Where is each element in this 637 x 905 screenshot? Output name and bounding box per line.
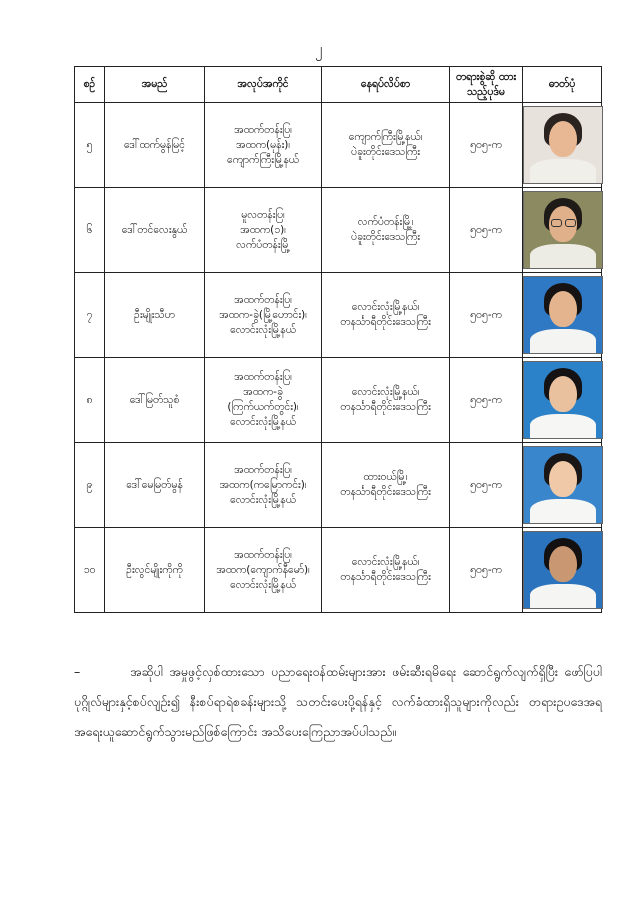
address-cell: [322, 443, 450, 528]
portrait-photo-icon: [523, 531, 603, 609]
occupation-cell: [205, 188, 322, 273]
address-cell: [322, 528, 450, 613]
photo-shirt: [530, 159, 596, 184]
occupation-line: လောင်းလုံးမြို့နယ်: [230, 416, 296, 428]
occupation-cell: [205, 528, 322, 613]
person-name: ဒေါ်မြတ်သူစံ: [105, 358, 205, 443]
occupation-line: ကျောက်ကြီးမြို့နယ်: [227, 153, 299, 166]
occupation-line: (ကြက်ယက်တွင်း)၊: [227, 401, 299, 413]
address-line: ကျောက်ကြီးမြို့နယ်၊: [348, 131, 423, 143]
photo-cell: [523, 188, 602, 273]
photo-shirt: [530, 414, 596, 439]
photo-face: [549, 461, 577, 497]
address-line: ပဲခူးတိုင်းဒေသကြီး: [351, 231, 420, 243]
occupation-cell: [205, 273, 322, 358]
table-row: [75, 528, 602, 613]
occupation-line: လောင်းလုံးမြို့နယ်: [230, 323, 296, 336]
occupation-line: အထက်တန်းပြ၊: [234, 371, 292, 383]
table-row: [75, 358, 602, 443]
occupation-line: လက်ပံတန်းမြို့: [236, 238, 290, 251]
occupation-line: အထက်တန်းပြ၊: [234, 123, 292, 136]
person-name: ဒေါ်မေမြတ်မွန်: [105, 443, 205, 528]
row-number: ၆: [75, 188, 105, 273]
occupation-line: အထက်တန်းပြ၊: [234, 463, 292, 476]
table-body: [75, 103, 602, 613]
address-line: ပဲခူးတိုင်းဒေသကြီး: [351, 146, 420, 158]
address-cell: [322, 358, 450, 443]
header-address: နေရပ်လိပ်စာ: [322, 67, 450, 103]
table-row: [75, 443, 602, 528]
photo-shirt: [530, 329, 596, 354]
person-name: ဒေါ်တင်လေးနွယ်: [105, 188, 205, 273]
address-line: လောင်းလုံးမြို့နယ်၊: [351, 386, 420, 398]
penal-section: ၅၀၅-က: [450, 358, 523, 443]
address-line: တနင်္သာရီတိုင်းဒေသကြီး: [340, 316, 431, 328]
glasses-icon: [551, 219, 562, 227]
occupation-line: အထက(၁)၊: [240, 223, 286, 236]
glasses-icon: [565, 219, 576, 227]
photo-face: [549, 291, 577, 327]
page-number: ၂: [314, 40, 323, 58]
address-cell: [322, 273, 450, 358]
address-cell: [322, 103, 450, 188]
photo-shirt: [530, 244, 596, 269]
occupation-line: အထက(မုန်း)၊: [235, 138, 291, 151]
occupation-line: အထက်တန်းပြ၊: [234, 293, 292, 306]
table-row: [75, 103, 602, 188]
wanted-teachers-table: [74, 66, 602, 613]
occupation-line: လောင်းလုံးမြို့နယ်: [230, 578, 296, 591]
address-line: တနင်္သာရီတိုင်းဒေသကြီး: [340, 401, 431, 413]
occupation-cell: [205, 443, 322, 528]
photo-shirt: [530, 499, 596, 524]
address-line: လောင်းလုံးမြို့နယ်၊: [351, 301, 420, 313]
photo-shirt: [530, 584, 596, 609]
occupation-line: အထက(ကမြောကင်း)၊: [219, 478, 307, 491]
portrait-photo-icon: [523, 106, 603, 184]
penal-section: ၅၀၅-က: [450, 188, 523, 273]
address-line: လောင်းလုံးမြို့နယ်၊: [351, 556, 420, 568]
note-dash: –: [74, 664, 81, 679]
row-number: ၁၀: [75, 528, 105, 613]
address-line: တနင်္သာရီတိုင်းဒေသကြီး: [340, 571, 431, 583]
occupation-line: အထက(ကျောက်နီမော်)၊: [216, 563, 310, 576]
header-occupation: အလုပ်အကိုင်: [205, 67, 322, 103]
photo-face: [549, 121, 577, 157]
portrait-photo-icon: [523, 446, 603, 524]
person-name: ဒေါ်ထက်မွန်မြင့်: [105, 103, 205, 188]
header-photo: ဓာတ်ပုံ: [523, 67, 602, 103]
address-cell: [322, 188, 450, 273]
photo-face: [549, 376, 577, 412]
photo-cell: [523, 528, 602, 613]
row-number: ၈: [75, 358, 105, 443]
occupation-line: မူလတန်းပြ၊: [241, 208, 285, 221]
occupation-line: အထက-ခွဲ: [243, 386, 283, 398]
photo-cell: [523, 443, 602, 528]
photo-cell: [523, 358, 602, 443]
address-line: ထားဝယ်မြို့၊: [363, 471, 408, 483]
row-number: ၇: [75, 273, 105, 358]
header-section: တရားစွဲဆို ထားသည့်ပုဒ်မ: [450, 67, 523, 103]
table-row: [75, 273, 602, 358]
person-name: ဦးမျိုးသီဟ: [105, 273, 205, 358]
row-number: ၉: [75, 443, 105, 528]
header-name: အမည်: [105, 67, 205, 103]
penal-section: ၅၀၅-က: [450, 443, 523, 528]
portrait-photo-icon: [523, 191, 603, 269]
occupation-line: အထက-ခွဲ(မြို့ဟောင်း)၊: [219, 308, 307, 321]
header-no: စဉ်: [75, 67, 105, 103]
occupation-cell: [205, 103, 322, 188]
photo-cell: [523, 273, 602, 358]
table-row: [75, 188, 602, 273]
address-line: တနင်္သာရီတိုင်းဒေသကြီး: [340, 486, 431, 498]
note-text: အဆိုပါ အမှုဖွင့်လှစ်ထားသော ပညာရေးဝန်ထမ်းများအား ဖမ်းဆီးရမိရေး ဆောင်ရွက်လျက်ရှိပြီး ဖော်ပြပါပုဂ္ဂိုလ်များနှင့်စပ်လျဉ်း၍ နီးစပ်ရာရဲစခန်းများသို့ သတင်းပေးပို့ရန်နှင့် လက်ခံထားရှိသူများကိုလည်း တရားဥပဒေအရ အရေးယူဆောင်ရွက်သွားမည်ဖြစ်ကြောင်း အသိပေးကြေညာအပ်ပါသည်။: [74, 664, 602, 739]
portrait-photo-icon: [523, 276, 603, 354]
address-line: လက်ပံတန်းမြို့၊: [357, 216, 414, 228]
announcement-paragraph: [74, 657, 602, 747]
photo-face: [549, 546, 577, 582]
row-number: ၅: [75, 103, 105, 188]
portrait-photo-icon: [523, 361, 603, 439]
penal-section: ၅၀၅-က: [450, 273, 523, 358]
photo-cell: [523, 103, 602, 188]
occupation-line: လောင်းလုံးမြို့နယ်: [230, 493, 296, 506]
occupation-cell: [205, 358, 322, 443]
person-name: ဦးလွင်မျိုးကိုကို: [105, 528, 205, 613]
table-header-row: [75, 67, 602, 103]
penal-section: ၅၀၅-က: [450, 103, 523, 188]
penal-section: ၅၀၅-က: [450, 528, 523, 613]
occupation-line: အထက်တန်းပြ၊: [234, 548, 292, 561]
